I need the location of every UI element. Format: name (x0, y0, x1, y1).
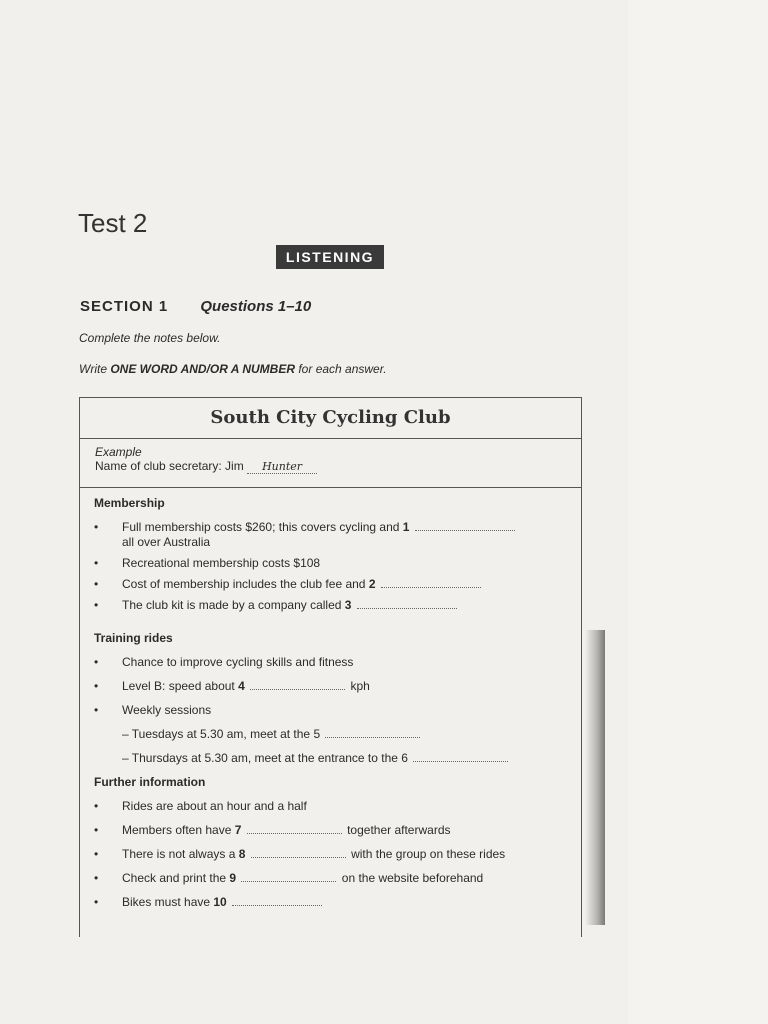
training-subitem: – Thursdays at 5.30 am, meet at the entrance to the 6 (94, 751, 581, 765)
further-item: • There is not always a 8 with the group on these rides (94, 847, 506, 861)
listening-label: LISTENING (276, 245, 384, 269)
notes-title: South City Cycling Club (80, 398, 581, 439)
test-title: Test 2 (78, 208, 148, 238)
answer-blank-10[interactable] (232, 904, 322, 906)
example-line: Name of club secretary: Jim Hunter (95, 459, 581, 474)
example-answer: Hunter (247, 460, 317, 474)
membership-heading: Membership (94, 496, 165, 510)
section-heading (80, 298, 311, 315)
answer-blank-4[interactable] (250, 688, 345, 690)
section-label: SECTION 1 (80, 298, 169, 315)
training-item: • Weekly sessions (94, 703, 212, 717)
membership-item: • The club kit is made by a company called 3 (94, 598, 581, 613)
example-row (80, 439, 581, 488)
further-item: • Rides are about an hour and a half (94, 799, 307, 813)
training-heading: Training rides (94, 631, 173, 645)
questions-range: Questions 1–10 (200, 298, 312, 315)
page-edge-shadow (585, 630, 605, 925)
example-label: Example (95, 445, 142, 459)
answer-blank-3[interactable] (357, 607, 457, 609)
membership-item: • Recreational membership costs $108 (94, 556, 321, 570)
training-item: • Chance to improve cycling skills and fitness (94, 655, 354, 669)
membership-item: • Full membership costs $260; this covers cycling and 1 all over Australia (94, 520, 581, 550)
answer-blank-1[interactable] (415, 529, 515, 531)
answer-blank-6[interactable] (413, 760, 508, 762)
instruction-complete: Complete the notes below. (79, 331, 221, 345)
notes-box (79, 397, 582, 937)
answer-blank-9[interactable] (241, 880, 336, 882)
membership-item: • Cost of membership includes the club fee and 2 (94, 577, 581, 592)
answer-blank-5[interactable] (325, 736, 420, 738)
further-item: • Check and print the 9 on the website beforehand (94, 871, 484, 885)
instruction-word-limit: Write ONE WORD AND/OR A NUMBER for each answer. (79, 362, 387, 376)
answer-blank-8[interactable] (251, 856, 346, 858)
further-item: • Members often have 7 together afterwards (94, 823, 451, 837)
further-heading: Further information (94, 775, 206, 789)
answer-blank-7[interactable] (247, 832, 342, 834)
answer-blank-2[interactable] (381, 586, 481, 588)
training-subitem: – Tuesdays at 5.30 am, meet at the 5 (94, 727, 581, 741)
further-item: • Bikes must have 10 (94, 895, 581, 910)
training-item: • Level B: speed about 4 kph (94, 679, 370, 693)
